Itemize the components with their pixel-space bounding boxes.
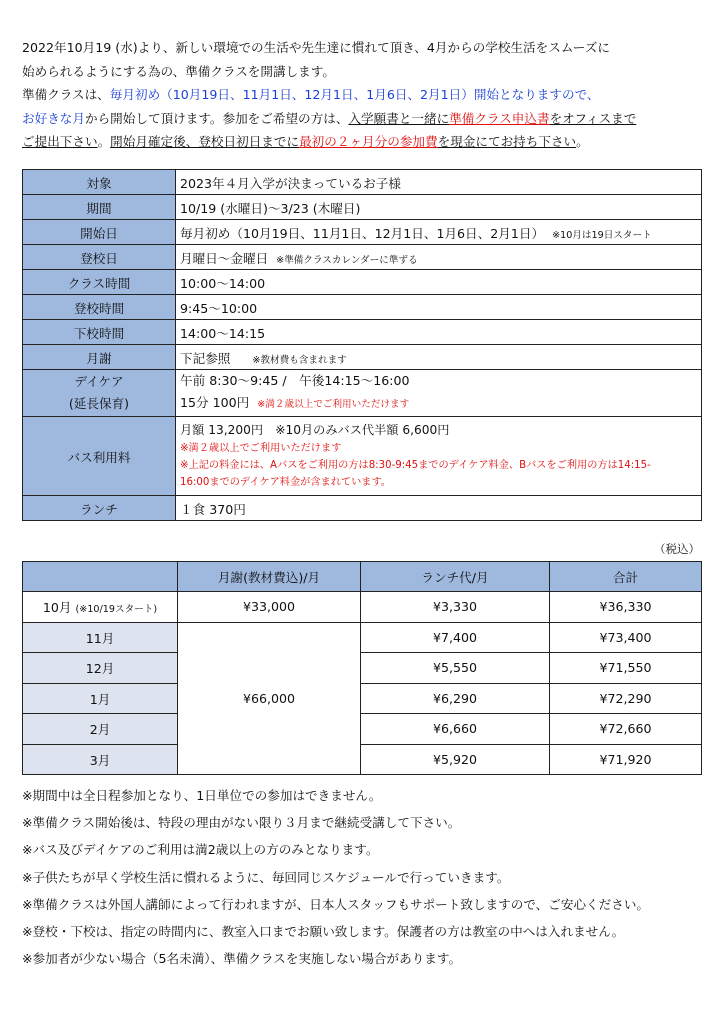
fee-header-month: [23, 562, 178, 592]
note-item: ※準備クラスは外国人講師によって行われますが、日本人スタッフもサポート致しますので、ご安心ください。: [22, 896, 650, 912]
intro-line-5: [22, 130, 702, 154]
shared-tuition-cell: ¥66,000: [178, 622, 361, 775]
bus-cell: [176, 417, 702, 496]
start-dates-highlight: 毎月初め（10月19日、11月1日、12月1日、1月6日、2月1日）開始となりますので、: [109, 87, 600, 102]
fee-header-total: 合計: [550, 562, 702, 592]
fee-value: 下記参照: [180, 350, 231, 366]
favorite-month-highlight: お好きな月: [22, 110, 85, 126]
leave-time-label: 下校時間: [23, 320, 176, 345]
bus-age-note: ※満２歳以上でご利用いただけます: [180, 443, 342, 454]
bus-daycare-note-1: ※上記の料金には、Aバスをご利用の方は8:30-9:45までのデイケア料金、Bバスをご利用の方は14:15-: [180, 460, 651, 471]
fee-cell: [176, 345, 702, 370]
note-item: ※バス及びデイケアのご利用は満2歳以上の方のみとなります。: [22, 842, 379, 858]
fee-row: [23, 653, 702, 684]
info-row-lunch: [23, 496, 702, 521]
lunch-cell: ¥5,550: [361, 653, 550, 684]
leave-time-value: 14:00～14:15: [176, 320, 702, 345]
deadline-text: 開始月確定後、登校日初日までに: [110, 134, 300, 149]
tuition-cell: ¥33,000: [178, 592, 361, 623]
daycare-label: [23, 370, 176, 417]
daycare-price-line: [180, 392, 701, 416]
fee-month-cell: [23, 592, 178, 623]
info-row-class-time: [23, 270, 702, 295]
fee-month-cell: 3月: [23, 744, 178, 775]
lunch-value: １食 370円: [176, 496, 702, 521]
start-label: 開始日: [23, 220, 176, 245]
fee-month-cell: 11月: [23, 622, 178, 653]
note-item: ※登校・下校は、指定の時間内に、教室入口までお願い致します。保護者の方は教室の中へは入れません。: [22, 923, 625, 939]
fee-table: [22, 561, 702, 775]
info-row-period: [23, 195, 702, 220]
class-time-value: 10:00～14:00: [176, 270, 702, 295]
target-value: 2023年４月入学が決まっているお子様: [176, 170, 702, 195]
fee-header-tuition: 月謝(教材費込)/月: [178, 562, 361, 592]
intro-text: 準備クラスは、: [22, 87, 110, 102]
daycare-hours: 午前 8:30～9:45 / 午後14:15～16:00: [180, 373, 410, 388]
fee-month-cell: 1月: [23, 683, 178, 714]
info-row-daycare: [23, 370, 702, 417]
daycare-cell: [176, 370, 702, 417]
intro-line-1: 2022年10月19 (水)より、新しい環境での生活や先生達に慣れて頂き、4月からの学校生活をスムーズに: [22, 40, 610, 55]
intro-paragraph: [22, 36, 702, 154]
start-cell: [176, 220, 702, 245]
lunch-cell: ¥6,290: [361, 683, 550, 714]
total-cell: ¥71,550: [550, 653, 702, 684]
tax-included-note: （税込）: [654, 542, 700, 556]
arrive-time-label: 登校時間: [23, 295, 176, 320]
intro-text: 。: [576, 134, 589, 149]
intro-line-4: [22, 107, 702, 131]
fee-label: 月謝: [23, 345, 176, 370]
info-row-leave: [23, 320, 702, 345]
daycare-price: 15分 100円: [180, 395, 250, 410]
intro-line-2: 始められるようにする為の、準備クラスを開講します。: [22, 63, 335, 79]
month-note: (※10/19スタート): [75, 604, 158, 616]
first-two-months-fee-highlight: 最初の２ヶ月分の参加費: [299, 134, 438, 149]
with-application-text: 入学願書と一緒に: [348, 110, 450, 126]
class-info-table: [22, 169, 702, 521]
period-value: 10/19 (水曜日)～3/23 (木曜日): [176, 195, 702, 220]
start-note: ※10月は19日スタート: [552, 229, 652, 241]
info-row-target: [23, 170, 702, 195]
days-cell: [176, 245, 702, 270]
submit-text: ご提出下さい: [22, 134, 98, 149]
start-value: 毎月初め（10月19日、11月1日、12月1日、1月6日、2月1日）: [180, 225, 545, 241]
total-cell: ¥73,400: [550, 622, 702, 653]
to-office-text: をオフィスまで: [549, 110, 637, 126]
total-cell: ¥72,660: [550, 714, 702, 745]
target-label: 対象: [23, 170, 176, 195]
intro-text: 。: [97, 134, 111, 149]
period-label: 期間: [23, 195, 176, 220]
total-cell: ¥71,920: [550, 744, 702, 775]
note-item: ※子供たちが早く学校生活に慣れるように、毎回同じスケジュールで行っていきます。: [22, 869, 510, 885]
intro-line-3: [22, 83, 702, 107]
lunch-cell: ¥3,330: [361, 592, 550, 623]
fee-header-lunch: ランチ代/月: [361, 562, 550, 592]
fee-month-cell: 2月: [23, 714, 178, 745]
bus-price: 月額 13,200円 ※10月のみバス代半額 6,600円: [180, 423, 450, 437]
month-label: 10月: [42, 600, 72, 616]
application-form-highlight: 準備クラス申込書: [449, 110, 550, 126]
class-time-label: クラス時間: [23, 270, 176, 295]
fee-table-header: [23, 562, 702, 592]
fee-row-october: [23, 592, 702, 623]
info-row-arrive: [23, 295, 702, 320]
info-row-days: [23, 245, 702, 270]
info-row-fee: [23, 345, 702, 370]
lunch-cell: ¥6,660: [361, 714, 550, 745]
intro-text: から開始して頂けます。参加をご希望の方は、: [84, 110, 349, 126]
bring-cash-text: を現金にてお持ち下さい: [437, 134, 577, 149]
fee-row: [23, 622, 702, 653]
info-row-start: [23, 220, 702, 245]
total-cell: ¥36,330: [550, 592, 702, 623]
info-row-bus: [23, 417, 702, 496]
fee-row: [23, 683, 702, 714]
fee-month-cell: 12月: [23, 653, 178, 684]
fee-note: ※教材費も含まれます: [252, 354, 347, 366]
note-item: ※期間中は全日程参加となり、1日単位での参加はできません。: [22, 788, 382, 803]
days-note: ※準備クラスカレンダーに準ずる: [276, 254, 418, 266]
lunch-cell: ¥5,920: [361, 744, 550, 775]
arrive-time-value: 9:45～10:00: [176, 295, 702, 320]
daycare-label-line1: デイケア: [74, 374, 124, 389]
bus-daycare-note-2: 16:00までのデイケア料金が含まれています。: [180, 477, 391, 488]
note-item: ※参加者が少ない場合（5名未満）、準備クラスを実施しない場合があります。: [22, 951, 462, 967]
notes-list: [22, 788, 649, 978]
note-item: ※準備クラス開始後は、特段の理由がない限り３月まで継続受講して下さい。: [22, 815, 461, 831]
bus-label: バス利用料: [23, 417, 176, 496]
lunch-label: ランチ: [23, 496, 176, 521]
days-label: 登校日: [23, 245, 176, 270]
daycare-note: ※満２歳以上でご利用いただけます: [257, 399, 410, 410]
days-value: 月曜日～金曜日: [180, 250, 269, 266]
fee-row: [23, 744, 702, 775]
fee-row: [23, 714, 702, 745]
daycare-label-line2: (延長保育): [68, 396, 130, 411]
lunch-cell: ¥7,400: [361, 622, 550, 653]
total-cell: ¥72,290: [550, 683, 702, 714]
